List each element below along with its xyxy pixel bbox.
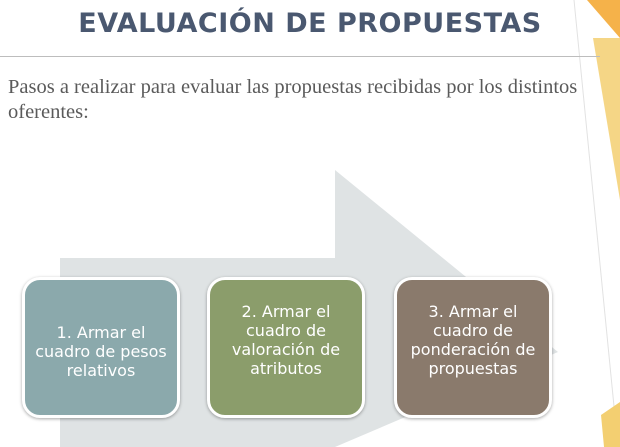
step-2-label: 2. Armar el cuadro de valoración de atributos [231,301,341,378]
step-3-box [394,277,552,418]
step-2-box [207,277,365,418]
step-3-label: 3. Armar el cuadro de ponderación de propuestas [410,301,536,378]
step-1-label: 1. Armar el cuadro de pesos relativos [35,323,167,380]
slide-title: EVALUACIÓN DE PROPUESTAS [78,8,542,39]
step-1-box [22,277,180,418]
corner-bottom-shape [601,402,620,447]
intro-text: Pasos a realizar para evaluar las propuestas recibidas por los distintos oferentes: [8,76,578,123]
corner-gold-shape [593,38,620,200]
title-divider [0,56,600,57]
